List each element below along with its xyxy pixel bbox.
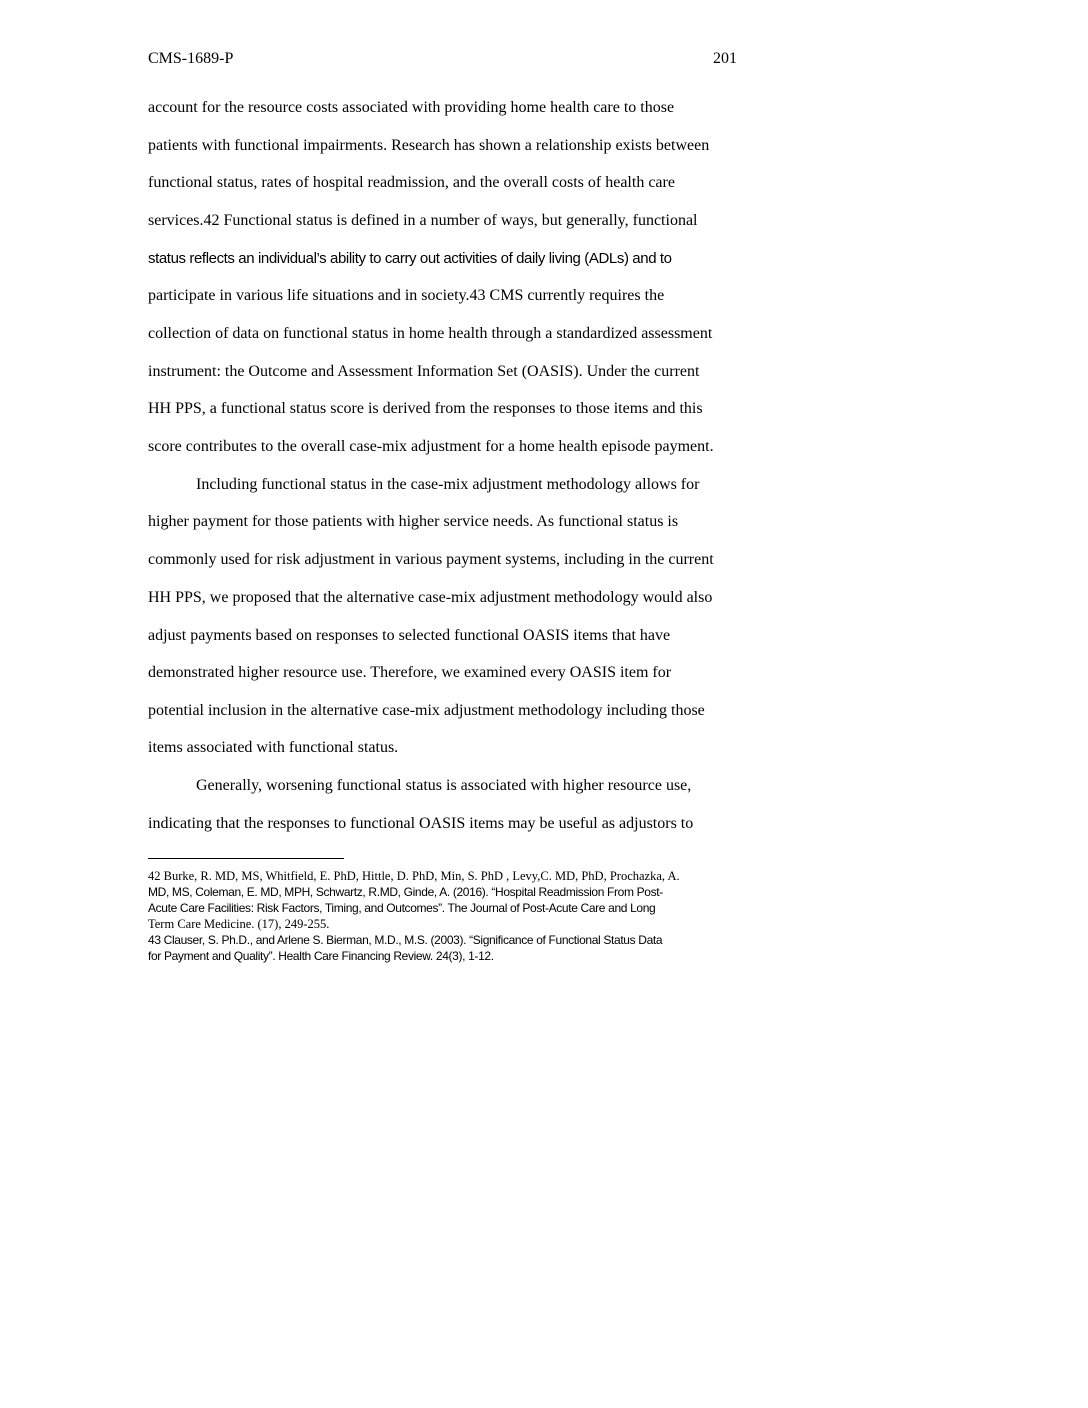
- body-line: status reflects an individual’s ability to carry out activities of daily living (ADLs) and to: [148, 250, 672, 267]
- body-line: participate in various life situations and in society.43 CMS currently requires the: [148, 287, 665, 304]
- body-line: demonstrated higher resource use. Therefore, we examined every OASIS item for: [148, 664, 672, 681]
- body-line: commonly used for risk adjustment in various payment systems, including in the current: [148, 551, 714, 568]
- body-line: items associated with functional status.: [148, 739, 399, 756]
- body-line: account for the resource costs associated with providing home health care to those: [148, 99, 675, 116]
- body-line: score contributes to the overall case-mix adjustment for a home health episode payment.: [148, 438, 714, 455]
- footnote-42-line: Acute Care Facilities: Risk Factors, Timing, and Outcomes”. The Journal of Post-Acute Care and Long: [148, 901, 656, 915]
- body-line: collection of data on functional status in home health through a standardized assessment: [148, 325, 713, 342]
- body-line: instrument: the Outcome and Assessment Information Set (OASIS). Under the current: [148, 363, 700, 380]
- footnote-43-line: 43 Clauser, S. Ph.D., and Arlene S. Bierman, M.D., M.S. (2003). “Significance of Functional Status Data: [148, 933, 663, 947]
- body-line: patients with functional impairments. Research has shown a relationship exists between: [148, 137, 710, 154]
- body-line: higher payment for those patients with higher service needs. As functional status is: [148, 513, 679, 530]
- footnote-42-line: MD, MS, Coleman, E. MD, MPH, Schwartz, R.MD, Ginde, A. (2016). “Hospital Readmission From Post-: [148, 885, 663, 899]
- body-line: adjust payments based on responses to selected functional OASIS items that have: [148, 627, 671, 644]
- footnote-42-line: 42 Burke, R. MD, MS, Whitfield, E. PhD, Hittle, D. PhD, Min, S. PhD , Levy,C. MD, PhD, Prochazka, A.: [148, 869, 680, 883]
- footnote-42-line: Term Care Medicine. (17), 249-255.: [148, 917, 330, 931]
- footnote-43-line: for Payment and Quality”. Health Care Financing Review. 24(3), 1-12.: [148, 949, 494, 963]
- body-line: indicating that the responses to functional OASIS items may be useful as adjustors to: [148, 815, 694, 832]
- body-line: potential inclusion in the alternative case-mix adjustment methodology including those: [148, 702, 705, 719]
- document-id: CMS-1689-P: [148, 50, 234, 67]
- paragraph-first-line: Including functional status in the case-mix adjustment methodology allows for: [196, 476, 700, 493]
- paragraph-first-line: Generally, worsening functional status is associated with higher resource use,: [196, 777, 692, 794]
- body-line: services.42 Functional status is defined in a number of ways, but generally, functional: [148, 212, 698, 229]
- body-line: functional status, rates of hospital readmission, and the overall costs of health care: [148, 174, 675, 191]
- page-number: 201: [713, 50, 737, 67]
- body-line: HH PPS, a functional status score is derived from the responses to those items and this: [148, 400, 703, 417]
- body-line: HH PPS, we proposed that the alternative case-mix adjustment methodology would also: [148, 589, 713, 606]
- footnote-separator: [148, 858, 344, 859]
